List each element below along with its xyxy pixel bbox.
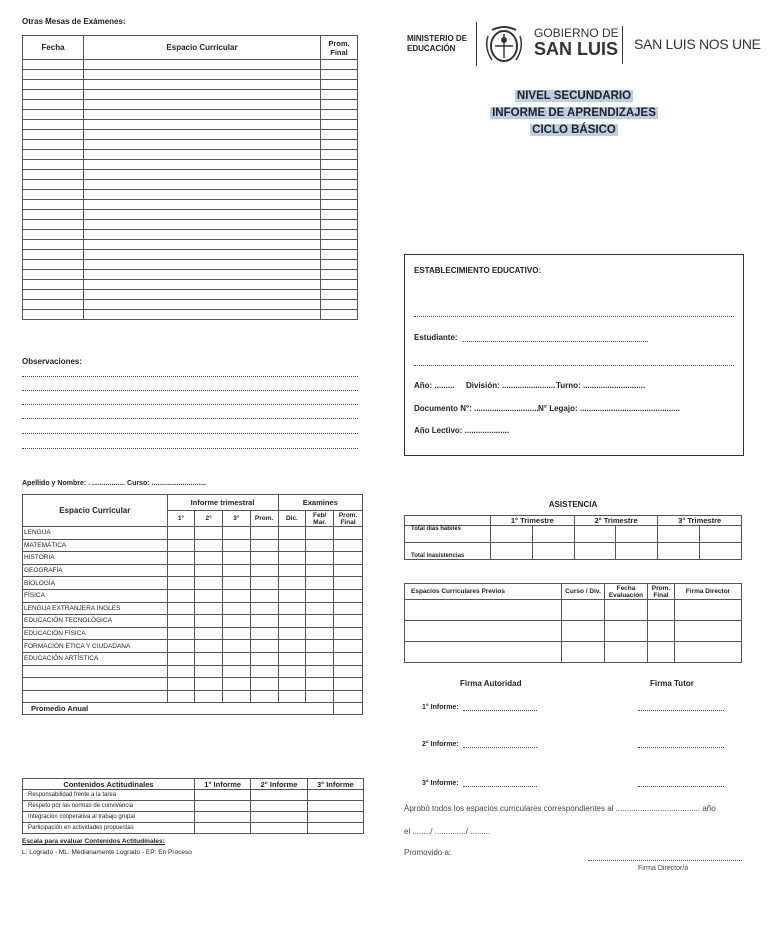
title-line-2: INFORME DE APRENDIZAJES <box>492 107 656 119</box>
grade-cell[interactable] <box>250 602 278 615</box>
grade-cell[interactable] <box>195 615 223 628</box>
grade-cell[interactable] <box>278 527 306 540</box>
obs-line-6 <box>22 448 358 449</box>
subject-name: HISTORIA <box>23 552 168 565</box>
grade-cell[interactable] <box>195 577 223 590</box>
grade-cell[interactable] <box>278 678 306 691</box>
grade-cell[interactable] <box>222 602 250 615</box>
grade-cell[interactable] <box>306 552 334 565</box>
obs-line-5 <box>22 433 358 434</box>
grade-cell[interactable] <box>195 678 223 691</box>
grade-cell[interactable] <box>278 552 306 565</box>
previos-header-prom: Prom. Final <box>648 584 675 600</box>
previos-header-firma: Firma Director <box>675 584 742 600</box>
grade-cell[interactable] <box>306 652 334 665</box>
grade-cell[interactable] <box>195 539 223 552</box>
grade-cell[interactable] <box>306 602 334 615</box>
informe-1-label: 1° Informe: <box>422 704 459 711</box>
grade-cell[interactable] <box>195 564 223 577</box>
grade-cell[interactable] <box>250 665 278 678</box>
grade-cell[interactable] <box>222 627 250 640</box>
apellido-curso: Apellido y Nombre: . ................. Curso: ............................ <box>22 480 206 487</box>
trimestre-1: 1° Trimestre <box>491 516 575 526</box>
informe-1-line[interactable] <box>463 710 537 711</box>
exam-row <box>23 130 358 140</box>
subject-row <box>23 552 363 565</box>
subject-name: FORMACIÓN ÉTICA Y CIUDADANA <box>23 640 168 653</box>
firma-autoridad-label: Firma Autoridad <box>460 679 522 688</box>
subject-name <box>23 678 168 691</box>
grade-cell[interactable] <box>250 564 278 577</box>
act-header-1: 1° Informe <box>195 779 251 790</box>
previos-header-fecha: Fecha Evaluación <box>605 584 648 600</box>
subject-name <box>23 690 168 703</box>
asistencia-title: ASISTENCIA <box>548 500 598 509</box>
exam-header-espacio: Espacio Curricular <box>84 36 321 60</box>
grade-cell[interactable] <box>334 527 363 540</box>
act-row-label: Respeto por las normas de convivencia <box>23 801 195 812</box>
informe-3-label: 3° Informe: <box>422 780 459 787</box>
grade-cell[interactable] <box>278 640 306 653</box>
grade-cell[interactable] <box>250 527 278 540</box>
grade-cell[interactable] <box>334 652 363 665</box>
grade-cell[interactable] <box>306 589 334 602</box>
exam-row <box>23 240 358 250</box>
exam-row <box>23 120 358 130</box>
grade-cell[interactable] <box>334 539 363 552</box>
firma-director-line[interactable] <box>588 860 742 861</box>
legajo-field: N° Legajo: ............................................. <box>538 404 680 413</box>
grades-header-examenes: Examines <box>278 495 362 511</box>
grade-cell[interactable] <box>195 652 223 665</box>
grade-cell[interactable] <box>222 652 250 665</box>
firma-director-label: Firma Director/a <box>638 865 689 872</box>
grade-cell[interactable] <box>306 615 334 628</box>
firma-tutor-label: Firma Tutor <box>650 679 694 688</box>
subject-row <box>23 678 363 691</box>
title-line-3: CICLO BÁSICO <box>532 124 616 136</box>
subject-row <box>23 539 363 552</box>
exam-header-prom: Prom. Final <box>321 36 358 60</box>
obs-line-2 <box>22 390 358 391</box>
subject-row <box>23 640 363 653</box>
exam-row <box>23 150 358 160</box>
act-header-contenidos: Contenidos Actitudinales <box>23 779 195 790</box>
subject-name: GEOGRAFÍA <box>23 564 168 577</box>
slogan-divider <box>622 26 623 64</box>
subject-name: EDUCACIÓN FÍSICA <box>23 627 168 640</box>
lectivo-field: Año Lectivo: .................... <box>414 426 510 435</box>
grade-cell[interactable] <box>167 652 195 665</box>
subject-row <box>23 564 363 577</box>
subject-name: EDUCACIÓN TECNOLÓGICA <box>23 615 168 628</box>
grade-cell[interactable] <box>334 678 363 691</box>
grade-cell[interactable] <box>334 564 363 577</box>
grade-cell[interactable] <box>167 602 195 615</box>
exam-row <box>23 90 358 100</box>
grade-cell[interactable] <box>222 527 250 540</box>
exam-row <box>23 180 358 190</box>
grade-cell[interactable] <box>278 665 306 678</box>
anio-field: Año: ......... <box>414 381 455 390</box>
grade-cell[interactable] <box>306 564 334 577</box>
grade-cell[interactable] <box>306 665 334 678</box>
coat-of-arms-icon <box>482 22 526 66</box>
escala-text: L: Logrado - ML: Medianamente Logrado - EP: En Proceso <box>22 849 192 856</box>
previos-table <box>404 583 742 663</box>
grade-cell[interactable] <box>222 615 250 628</box>
grade-cell[interactable] <box>167 615 195 628</box>
grade-cell[interactable] <box>334 640 363 653</box>
grade-cell[interactable] <box>334 577 363 590</box>
grade-cell[interactable] <box>278 615 306 628</box>
san-luis-label: SAN LUIS <box>534 39 619 59</box>
grade-cell[interactable] <box>250 640 278 653</box>
previos-header-espacios: Espacios Curriculares Previos <box>405 584 562 600</box>
fecha-text: el ......../ ............../ ......... <box>404 827 491 836</box>
subject-name: FÍSICA <box>23 589 168 602</box>
grades-sub-3: 3° <box>222 511 250 527</box>
slogan-label: SAN LUIS NOS UNE <box>634 36 761 52</box>
exam-row <box>23 60 358 70</box>
grade-cell[interactable] <box>250 690 278 703</box>
grade-cell[interactable] <box>306 640 334 653</box>
exam-row <box>23 260 358 270</box>
act-header-2: 2° Informe <box>251 779 307 790</box>
exam-header-fecha: Fecha <box>23 36 84 60</box>
grades-sub-feb: Feb/ Mar. <box>306 511 334 527</box>
grade-cell[interactable] <box>250 652 278 665</box>
previos-header-curso: Curso / Div. <box>562 584 605 600</box>
subject-row <box>23 577 363 590</box>
promovido-text: Promovido a: <box>404 848 452 857</box>
grade-cell[interactable] <box>306 539 334 552</box>
exam-row <box>23 200 358 210</box>
grades-table <box>22 494 363 715</box>
grade-cell[interactable] <box>278 690 306 703</box>
tutor-2-line[interactable] <box>638 747 724 748</box>
exam-title: Otras Mesas de Exámenes: <box>22 17 126 26</box>
exam-row <box>23 70 358 80</box>
grade-cell[interactable] <box>222 577 250 590</box>
exam-row <box>23 220 358 230</box>
grade-cell[interactable] <box>222 539 250 552</box>
grade-cell[interactable] <box>334 627 363 640</box>
grade-cell[interactable] <box>222 564 250 577</box>
grade-cell[interactable] <box>306 527 334 540</box>
dias-habiles-label: Total días hábiles <box>405 526 491 543</box>
trimestre-2: 2° Trimestre <box>574 516 658 526</box>
exam-row <box>23 190 358 200</box>
subject-name: BIOLOGÍA <box>23 577 168 590</box>
subject-row <box>23 665 363 678</box>
grades-header-espacio: Espacio Curricular <box>23 495 168 527</box>
grade-cell[interactable] <box>195 640 223 653</box>
ministerio-label: MINISTERIO DE EDUCACIÓN <box>407 34 468 53</box>
asistencia-table <box>404 515 742 560</box>
estudiante-line[interactable] <box>463 341 648 342</box>
turno-field: Turno: ............................ <box>556 381 646 390</box>
promedio-anual-value <box>334 703 363 715</box>
grade-cell[interactable] <box>222 589 250 602</box>
establecimiento-line[interactable] <box>414 316 734 317</box>
student-info-box <box>404 254 744 456</box>
grade-cell[interactable] <box>306 690 334 703</box>
grade-cell[interactable] <box>334 589 363 602</box>
act-row-label: Participación en actividades propuestas <box>23 823 195 834</box>
grade-cell[interactable] <box>278 602 306 615</box>
grade-cell[interactable] <box>195 602 223 615</box>
gobierno-label: GOBIERNO DE <box>534 26 619 40</box>
informe-2-line[interactable] <box>463 747 537 748</box>
grade-cell[interactable] <box>278 577 306 590</box>
grade-cell[interactable] <box>250 552 278 565</box>
exam-row <box>23 100 358 110</box>
exam-table <box>22 35 358 320</box>
exam-row <box>23 140 358 150</box>
informe-2-label: 2° Informe: <box>422 741 459 748</box>
grade-cell[interactable] <box>306 577 334 590</box>
obs-line-4 <box>22 418 358 419</box>
grades-sub-prom: Prom. <box>250 511 278 527</box>
trimestre-3: 3° Trimestre <box>658 516 742 526</box>
subject-name: LENGUA <box>23 527 168 540</box>
documento-field: Documento N°: ............................. <box>414 404 539 413</box>
act-header-3: 3° Informe <box>307 779 363 790</box>
grade-cell[interactable] <box>167 577 195 590</box>
grade-cell[interactable] <box>334 665 363 678</box>
subject-row <box>23 615 363 628</box>
informe-3-line[interactable] <box>463 786 537 787</box>
grade-cell[interactable] <box>250 615 278 628</box>
grade-cell[interactable] <box>250 589 278 602</box>
exam-row <box>23 300 358 310</box>
exam-row <box>23 160 358 170</box>
obs-line-1 <box>22 376 358 377</box>
grades-sub-dic: Dic. <box>278 511 306 527</box>
grade-cell[interactable] <box>278 627 306 640</box>
grade-cell[interactable] <box>195 627 223 640</box>
exam-row <box>23 170 358 180</box>
exam-row <box>23 270 358 280</box>
subject-name <box>23 665 168 678</box>
report-title <box>404 88 744 139</box>
grade-cell[interactable] <box>334 602 363 615</box>
grades-sub-2: 2° <box>195 511 223 527</box>
grade-cell[interactable] <box>222 690 250 703</box>
grade-cell[interactable] <box>167 589 195 602</box>
estudiante-label: Estudiante: <box>414 333 458 342</box>
subject-row <box>23 602 363 615</box>
grade-cell[interactable] <box>195 527 223 540</box>
grade-cell[interactable] <box>195 589 223 602</box>
grades-sub-1: 1° <box>167 511 195 527</box>
grades-sub-promfinal: Prom. Final <box>334 511 363 527</box>
grade-cell[interactable] <box>250 627 278 640</box>
subject-row <box>23 652 363 665</box>
grade-cell[interactable] <box>250 678 278 691</box>
subject-name: MATEMÁTICA <box>23 539 168 552</box>
exam-row <box>23 210 358 220</box>
grade-cell[interactable] <box>222 665 250 678</box>
grade-cell[interactable] <box>278 564 306 577</box>
observaciones-label: Observaciones: <box>22 357 83 366</box>
grade-cell[interactable] <box>250 577 278 590</box>
act-row-label: Responsabilidad frente a la tarea <box>23 790 195 801</box>
grade-cell[interactable] <box>167 690 195 703</box>
header-divider <box>476 22 477 66</box>
grade-cell[interactable] <box>334 690 363 703</box>
exam-row <box>23 110 358 120</box>
subject-row <box>23 690 363 703</box>
title-line-1: NIVEL SECUNDARIO <box>516 90 632 102</box>
grade-cell[interactable] <box>334 615 363 628</box>
exam-row <box>23 80 358 90</box>
exam-row <box>23 280 358 290</box>
grade-cell[interactable] <box>195 690 223 703</box>
establecimiento-label: ESTABLECIMIENTO EDUCATIVO: <box>414 266 542 275</box>
division-field: División: ........................ <box>466 381 556 390</box>
grade-cell[interactable] <box>222 640 250 653</box>
grade-cell[interactable] <box>278 652 306 665</box>
exam-row <box>23 250 358 260</box>
grade-cell[interactable] <box>167 627 195 640</box>
grade-cell[interactable] <box>167 527 195 540</box>
grade-cell[interactable] <box>306 627 334 640</box>
grade-cell[interactable] <box>222 552 250 565</box>
grade-cell[interactable] <box>306 678 334 691</box>
subject-row <box>23 627 363 640</box>
grade-cell[interactable] <box>222 678 250 691</box>
grade-cell[interactable] <box>334 552 363 565</box>
grade-cell[interactable] <box>250 539 278 552</box>
blank-line[interactable] <box>414 365 734 366</box>
inasistencias-label: Total inasistencias <box>405 543 491 560</box>
subject-name: LENGUA EXTRANJERA INGLES <box>23 602 168 615</box>
subject-row <box>23 527 363 540</box>
exam-row <box>23 230 358 240</box>
grade-cell[interactable] <box>195 665 223 678</box>
exam-row <box>23 310 358 320</box>
obs-line-3 <box>22 404 358 405</box>
grade-cell[interactable] <box>167 678 195 691</box>
aprobo-text: Aprobó todos los espacios curriculares correspondientes al ...................................... año <box>404 804 716 813</box>
grade-cell[interactable] <box>167 539 195 552</box>
escala-title: Escala para evaluar Contenidos Actitudinales: <box>22 838 165 845</box>
grade-cell[interactable] <box>167 552 195 565</box>
grade-cell[interactable] <box>167 564 195 577</box>
actitudinales-table <box>22 778 364 834</box>
tutor-1-line[interactable] <box>638 710 724 711</box>
grade-cell[interactable] <box>167 640 195 653</box>
exam-row <box>23 290 358 300</box>
grade-cell[interactable] <box>278 589 306 602</box>
grade-cell[interactable] <box>167 665 195 678</box>
grades-header-informe: Informe trimestral <box>167 495 278 511</box>
subject-name: EDUCACIÓN ARTÍSTICA <box>23 652 168 665</box>
tutor-3-line[interactable] <box>638 786 724 787</box>
promedio-anual-label: Promedio Anual <box>23 703 334 715</box>
grade-cell[interactable] <box>278 539 306 552</box>
act-row-label: Integración cooperativa al trabajo grupal <box>23 812 195 823</box>
grade-cell[interactable] <box>195 552 223 565</box>
subject-row <box>23 589 363 602</box>
